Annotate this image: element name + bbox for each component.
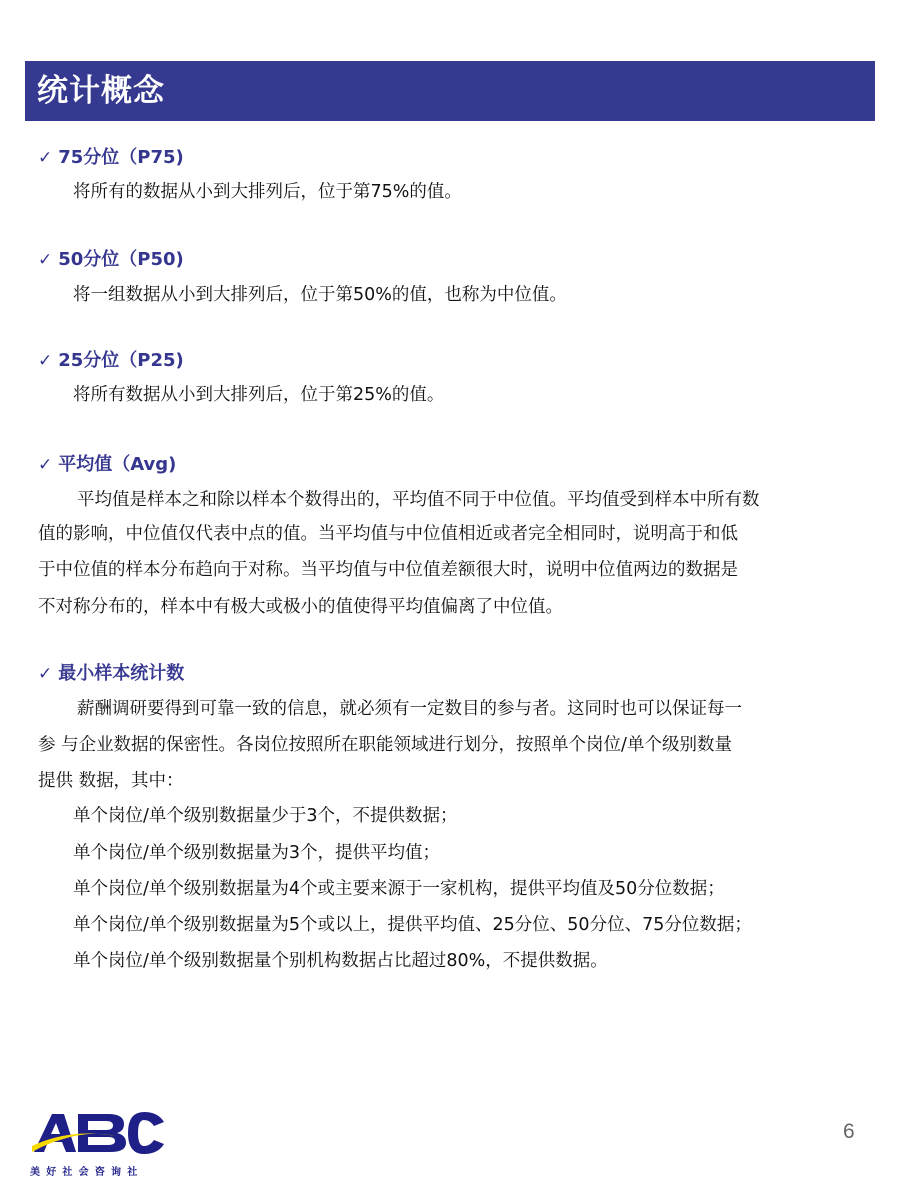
paragraph-line: 平均值是样本之和除以样本个数得出的，平均值不同于中位值。平均值受到样本中所有数: [77, 490, 760, 510]
paragraph-line: 参 与企业数据的保密性。各岗位按照所在职能领域进行划分，按照单个岗位/单个级别数量: [38, 735, 732, 755]
heading-text: 平均值（Avg): [58, 454, 177, 475]
page-title: 统计概念: [37, 73, 165, 109]
definition-line: 将所有的数据从小到大排列后，位于第75%的值。: [73, 182, 462, 202]
page-number: 6: [843, 1120, 855, 1143]
definition-line: 将一组数据从小到大排列后，位于第50%的值，也称为中位值。: [73, 285, 567, 305]
rule-line: 单个岗位/单个级别数据量为3个，提供平均值；: [73, 843, 441, 863]
section-heading-p25: [38, 346, 184, 372]
checkmark-icon: ✓: [38, 664, 53, 684]
section-heading-p50: [38, 245, 184, 271]
logo-tagline: 美好社会咨询社: [30, 1167, 144, 1178]
checkmark-icon: ✓: [38, 351, 53, 371]
heading-text: 最小样本统计数: [58, 663, 185, 684]
paragraph-line: 不对称分布的，样本中有极大或极小的值使得平均值偏离了中位值。: [38, 597, 563, 617]
heading-text: 75分位（P75): [58, 147, 184, 168]
paragraph-line: 值的影响，中位值仅代表中点的值。当平均值与中位值相近或者完全相同时，说明高于和低: [38, 524, 738, 544]
section-heading-min-sample: [38, 659, 184, 685]
rule-line: 单个岗位/单个级别数据量个别机构数据占比超过80%，不提供数据。: [73, 951, 608, 971]
rule-line: 单个岗位/单个级别数据量为4个或主要来源于一家机构，提供平均值及50分位数据；: [73, 879, 725, 899]
rule-line: 单个岗位/单个级别数据量少于3个，不提供数据；: [73, 806, 458, 826]
heading-text: 50分位（P50): [58, 249, 184, 270]
paragraph-line: 于中位值的样本分布趋向于对称。当平均值与中位值差额很大时，说明中位值两边的数据是: [38, 560, 738, 580]
paragraph-line: 提供 数据，其中：: [38, 771, 184, 791]
rule-line: 单个岗位/单个级别数据量为5个或以上，提供平均值、25分位、50分位、75分位数据；: [73, 915, 752, 935]
paragraph-line: 薪酬调研要得到可靠一致的信息，就必须有一定数目的参与者。这同时也可以保证每一: [77, 699, 742, 719]
checkmark-icon: ✓: [38, 148, 53, 168]
section-heading-avg: [38, 450, 176, 476]
checkmark-icon: ✓: [38, 455, 53, 475]
checkmark-icon: ✓: [38, 250, 53, 270]
heading-text: 25分位（P25): [58, 350, 184, 371]
title-bar: [25, 61, 875, 121]
definition-line: 将所有数据从小到大排列后，位于第25%的值。: [73, 385, 445, 405]
section-heading-p75: [38, 143, 184, 169]
